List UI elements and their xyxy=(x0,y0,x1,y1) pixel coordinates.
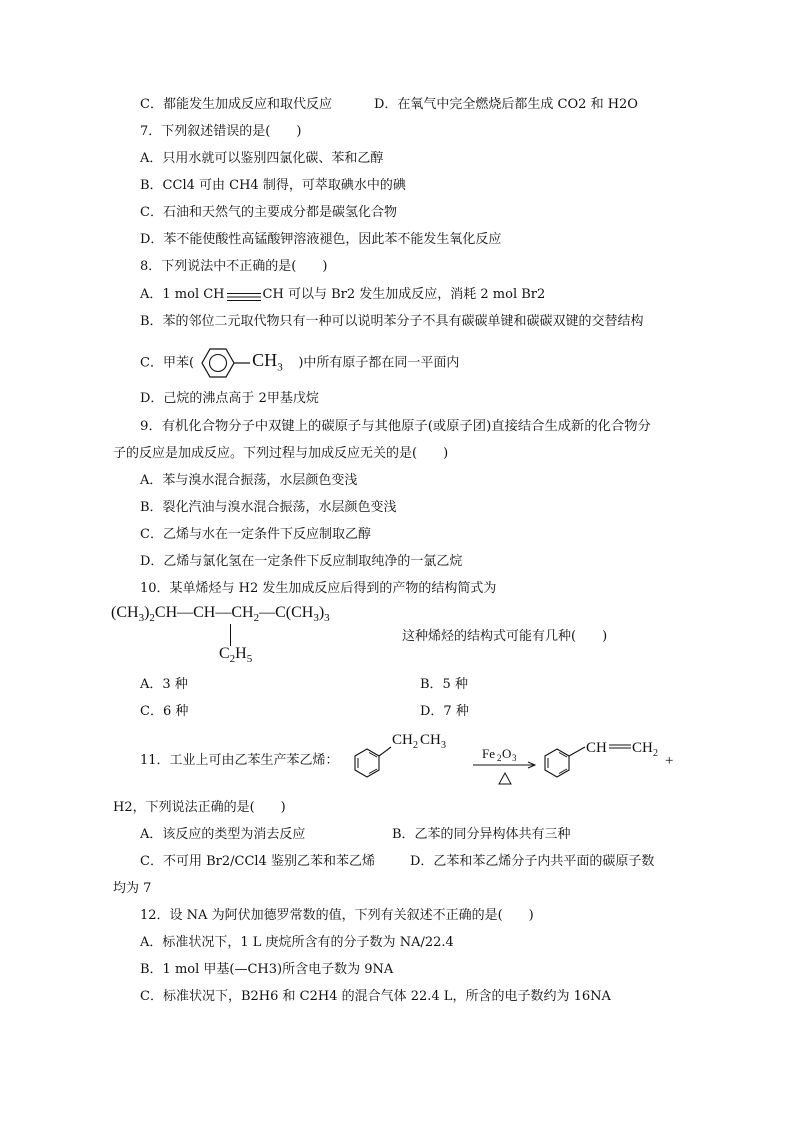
q9-option-d: D．乙烯与氯化氢在一定条件下反应制取纯净的一氯乙烷 xyxy=(140,554,463,569)
q7-option-d: D．苯不能使酸性高锰酸钾溶液褪色，因此苯不能发生氧化反应 xyxy=(140,232,502,247)
q11-option-b: B．乙苯的同分异构体共有三种 xyxy=(392,827,571,842)
q8-stem: 8．下列说法中不正确的是( ) xyxy=(140,259,328,274)
q8-option-c-suffix: )中所有原子都在同一平面内 xyxy=(298,355,460,371)
q9-stem-line1: 9．有机化合物分子中双键上的碳原子与其他原子(或原子团)直接结合生成新的化合物分 xyxy=(140,419,651,434)
q12-stem: 12．设 NA 为阿伏加德罗常数的值，下列有关叙述不正确的是( ) xyxy=(140,908,534,923)
q7-option-c: C．石油和天然气的主要成分都是碳氢化合物 xyxy=(140,205,397,220)
svg-text:3: 3 xyxy=(512,753,517,763)
triple-bond-symbol xyxy=(226,290,262,300)
svg-text:CH: CH xyxy=(632,740,653,756)
svg-text:CH: CH xyxy=(420,732,441,748)
q11-stem: 11．工业上可由乙苯生产苯乙烯： xyxy=(140,753,339,768)
q10-branch-bond xyxy=(230,624,231,646)
plus-sign: + xyxy=(665,753,674,769)
q10-stem: 10．某单烯烃与 H2 发生加成反应后得到的产物的结构简式为 xyxy=(140,581,497,596)
ethylbenzene-structure xyxy=(355,732,446,777)
reaction-arrow xyxy=(473,746,535,784)
q6-option-d: D．在氧气中完全燃烧后都生成 CO2 和 H2O xyxy=(374,97,638,112)
q12-option-b: B．1 mol 甲基(—CH3)所含电子数为 9NA xyxy=(140,962,394,977)
q10-branch-ethyl: $C_2H_5$ xyxy=(219,645,253,666)
q11-option-d: D．乙苯和苯乙烯分子内共平面的碳原子数 xyxy=(410,854,655,869)
toluene-structure xyxy=(198,346,294,380)
svg-text:O: O xyxy=(502,746,512,761)
q8-option-d: D．己烷的沸点高于 2甲基戊烷 xyxy=(140,391,319,406)
q6-option-c: C．都能发生加成反应和取代反应 xyxy=(140,97,332,112)
q9-stem-line2: 子的反应是加成反应。下列过程与加成反应无关的是( ) xyxy=(113,446,449,461)
svg-text:CH: CH xyxy=(586,740,607,756)
q10-stem-tail: 这种烯烃的结构式可能有几种( ) xyxy=(402,629,608,644)
q10-option-b: B．5 种 xyxy=(420,677,468,692)
q10-option-a: A．3 种 xyxy=(140,677,188,692)
q8-option-a-suffix: CH 可以与 Br2 发生加成反应，消耗 2 mol Br2 xyxy=(262,287,546,302)
q9-option-c: C．乙烯与水在一定条件下反应制取乙醇 xyxy=(140,527,371,542)
styrene-structure xyxy=(545,740,658,777)
q11-option-c: C．不可用 Br2/CCl4 鉴别乙苯和苯乙烯 xyxy=(140,854,375,869)
q10-structure-formula: $(CH_3)_2CH—CH—CH_2—C(CH_3)_3$ xyxy=(111,604,330,625)
svg-text:2: 2 xyxy=(413,740,418,751)
q11-option-a: A．该反应的类型为消去反应 xyxy=(140,827,306,842)
q8-option-c xyxy=(140,346,459,380)
q12-option-c: C．标准状况下，B2H6 和 C2H4 的混合气体 22.4 L，所含的电子数约为 16NA xyxy=(140,989,611,1004)
q12-option-a: A．标准状况下，1 L 庚烷所含有的分子数为 NA/22.4 xyxy=(140,935,454,950)
q8-option-c-prefix: C．甲苯( xyxy=(140,355,195,371)
q8-option-a-prefix: A．1 mol CH xyxy=(140,287,225,302)
q7-option-a: A．只用水就可以鉴别四氯化碳、苯和乙醇 xyxy=(140,151,384,166)
q10-option-d: D．7 种 xyxy=(420,704,469,719)
svg-text:2: 2 xyxy=(653,748,658,759)
svg-text:CH: CH xyxy=(392,732,413,748)
svg-text:3: 3 xyxy=(441,740,446,751)
q9-option-b: B．裂化汽油与溴水混合振荡，水层颜色变浅 xyxy=(140,500,397,515)
svg-text:Fe: Fe xyxy=(482,746,495,761)
q9-option-a: A．苯与溴水混合振荡，水层颜色变浅 xyxy=(140,473,358,488)
q11-option-d-cont: 均为 7 xyxy=(113,881,152,896)
q11-reaction-equation xyxy=(345,725,695,795)
q10-option-c: C．6 种 xyxy=(140,704,189,719)
svg-text:2: 2 xyxy=(497,753,502,763)
q7-stem: 7．下列叙述错误的是( ) xyxy=(140,124,302,139)
q8-option-b: B．苯的邻位二元取代物只有一种可以说明苯分子不具有碳碳单键和碳碳双键的交替结构 xyxy=(140,314,644,329)
q7-option-b: B．CCl4 可由 CH4 制得，可萃取碘水中的碘 xyxy=(140,178,406,193)
toluene-methyl-label: $CH_3$ xyxy=(252,350,283,374)
q11-stem-cont: H2，下列说法正确的是( ) xyxy=(113,800,286,815)
q8-option-a xyxy=(140,286,545,304)
